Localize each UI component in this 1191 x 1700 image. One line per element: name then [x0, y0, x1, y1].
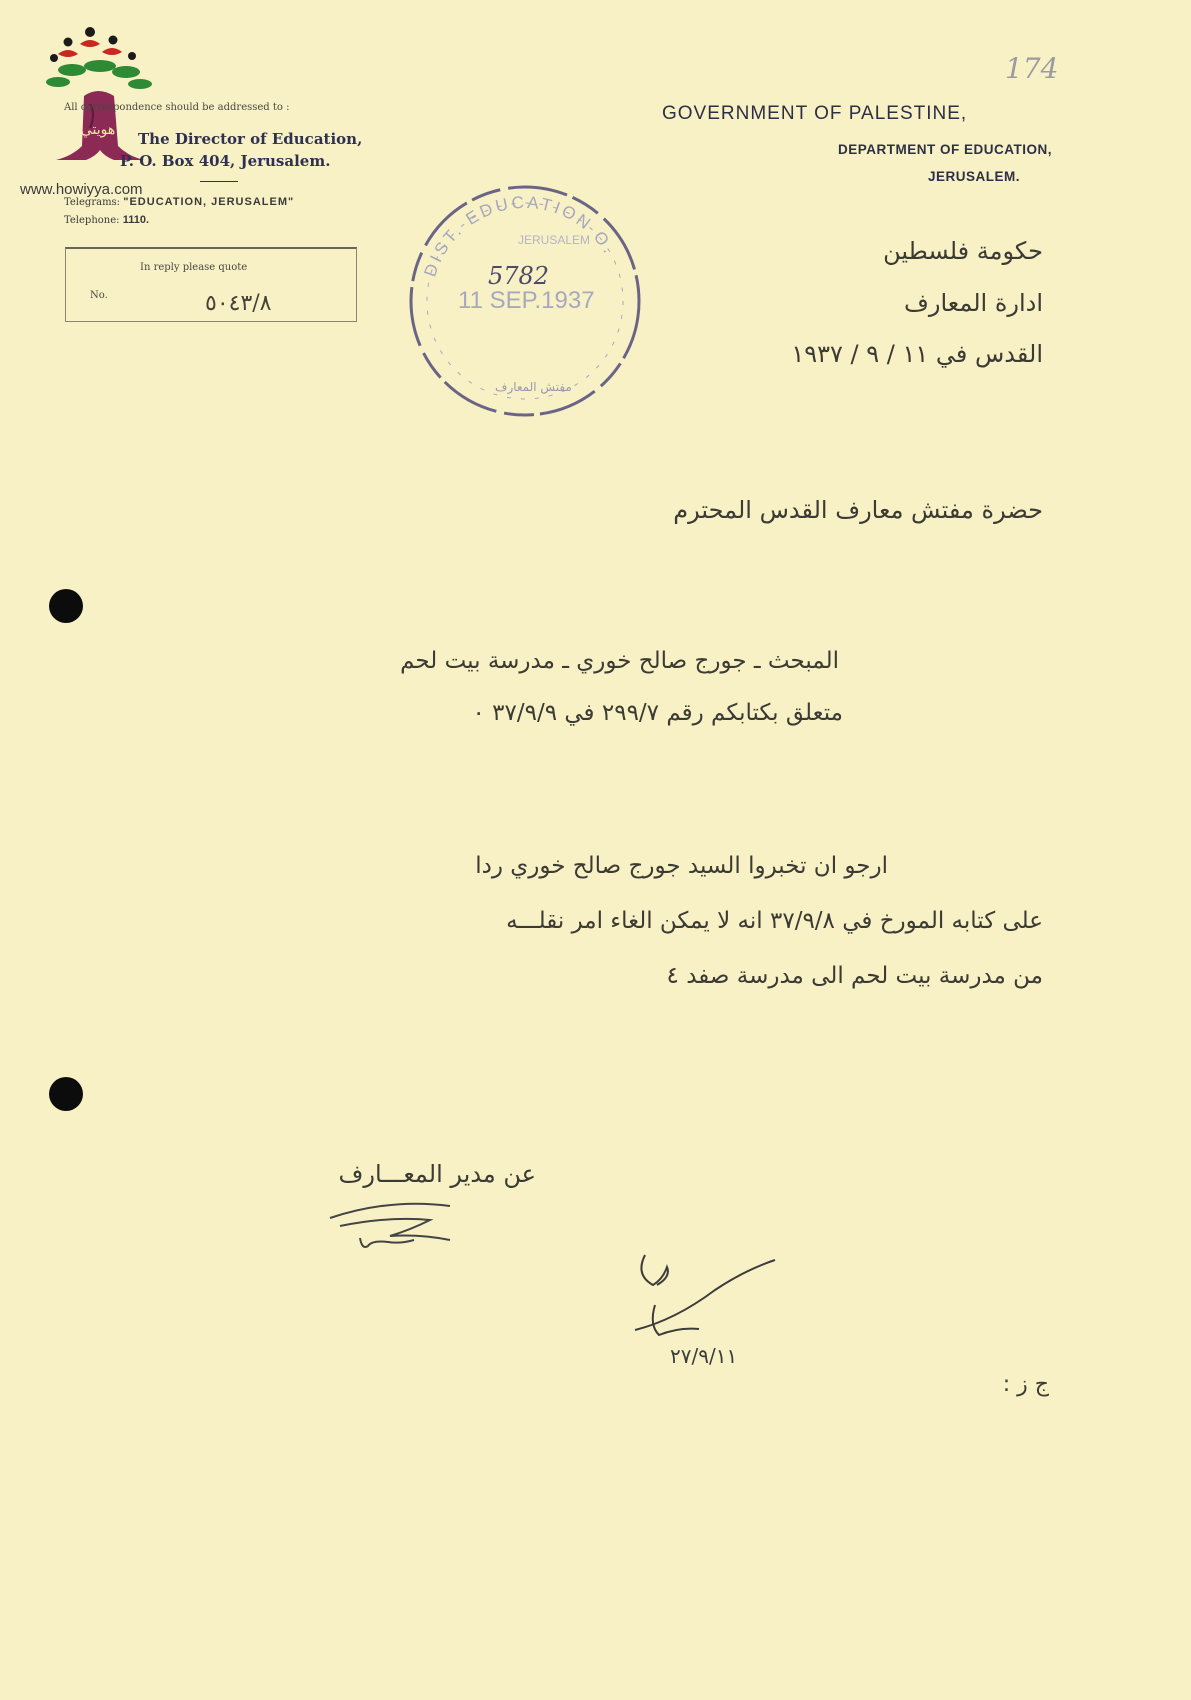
annotation-date: ٢٧/٩/١١ [670, 1344, 738, 1368]
website-url[interactable]: www.howiyya.com [20, 181, 143, 198]
department-heading: DEPARTMENT OF EDUCATION, [838, 142, 1052, 157]
initials: ج ز : [1002, 1372, 1049, 1397]
arabic-date-line: القدس في ١١ / ٩ / ١٩٣٧ [791, 340, 1043, 368]
divider [200, 181, 238, 182]
punch-hole [49, 589, 83, 623]
correspondence-note: All correspondence should be addressed to : [64, 102, 290, 113]
government-heading: GOVERNMENT OF PALESTINE, [662, 103, 968, 124]
correspondence-addressee: The Director of Education, [138, 130, 363, 148]
telegrams-label: Telegrams: [64, 197, 121, 208]
telegrams-line [64, 196, 294, 208]
folio-number: 174 [1005, 52, 1059, 85]
stamp-ring-textpath: DIST. EDUCATION O. [420, 192, 620, 280]
handwritten-annotation-icon [615, 1235, 790, 1375]
correspondence-box: P. O. Box 404, Jerusalem. [120, 152, 331, 170]
letter-addressee: حضرة مفتش معارف القدس المحترم [673, 496, 1043, 524]
body-line-2: على كتابه المورخ في ٣٧/٩/٨ انه لا يمكن الغاء امر نقلـــه [506, 908, 1043, 934]
stamp-arabic-text: مفتش المعارف [495, 380, 572, 394]
telegrams-value: "EDUCATION, JERUSALEM" [123, 196, 295, 208]
body-line-1: ارجو ان تخبروا السيد جورج صالح خوري ردا [475, 853, 888, 879]
arabic-government: حكومة فلسطين [883, 237, 1043, 265]
reply-number: ٥٠٤٣/٨ [205, 291, 272, 316]
body-line-3: من مدرسة بيت لحم الى مدرسة صفد ٤ [666, 963, 1043, 989]
city-heading: JERUSALEM. [928, 169, 1021, 184]
director-signature-icon [310, 1188, 480, 1258]
subject-line-2: متعلق بكتابكم رقم ٢٩٩/٧ في ٣٧/٩/٩ ٠ [472, 700, 843, 726]
stamp-number: 5782 [488, 262, 550, 290]
punch-hole [49, 1077, 83, 1111]
telephone-label: Telephone: [64, 215, 120, 226]
reply-label: In reply please quote [140, 262, 248, 273]
subject-line-1: المبحث ـ جورج صالح خوري ـ مدرسة بيت لحم [400, 648, 839, 674]
stamp-date: 11 SEP.1937 [458, 287, 595, 314]
reply-no-label: No. [90, 290, 108, 301]
logo-text: هويتي [80, 122, 116, 138]
stamp-inner-text: JERUSALEM [518, 233, 591, 247]
telephone-value: 1110. [122, 214, 150, 226]
telephone-line [64, 214, 149, 226]
arabic-department: ادارة المعارف [903, 289, 1043, 317]
signature-label: عن مدير المعـــارف [338, 1160, 536, 1188]
